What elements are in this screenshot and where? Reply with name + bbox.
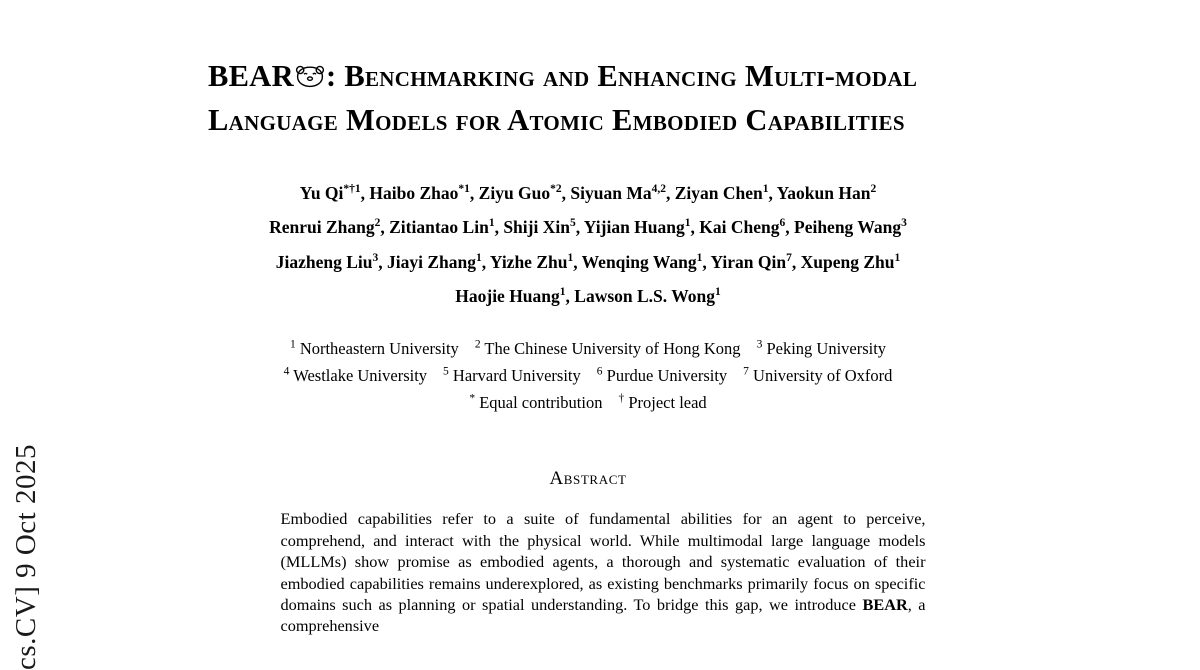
affiliation-row xyxy=(208,333,968,360)
affiliation-list xyxy=(208,333,968,414)
affiliation-item: $^1$ Northeastern University xyxy=(289,338,459,358)
affiliation-item: $^7$ University of Oxford xyxy=(743,365,893,385)
author-line: Haojie Huang$^1$, Lawson L.S. Wong$^1$ xyxy=(455,285,721,306)
author-line: Jiazheng Liu$^3$, Jiayi Zhang$^1$, Yizhe Zhu$^1$, Wenqing Wang$^1$, Yiran Qin$^7$, Xupeng Zhu$^1$ xyxy=(275,251,901,272)
affiliation-item: $^6$ Purdue University xyxy=(596,365,728,385)
footnote-item: * Equal contribution xyxy=(469,392,603,412)
affiliation-row xyxy=(208,360,968,387)
abstract-body xyxy=(281,508,926,636)
bear-face-icon xyxy=(295,60,325,100)
author-line: Renrui Zhang$^2$, Zitiantao Lin$^1$, Shiji Xin$^5$, Yijian Huang$^1$, Kai Cheng$^6$, Peiheng Wang$^3$ xyxy=(269,217,907,238)
author-list xyxy=(208,174,968,311)
footnote-row xyxy=(208,387,968,414)
title-bear-word: BEAR xyxy=(208,59,294,93)
affiliation-item: $^5$ Harvard University xyxy=(443,365,581,385)
footnote-item: † Project lead xyxy=(618,392,707,412)
author-line: Yu Qi$^{*\dagger 1}$, Haibo Zhao$^{*1}$, Ziyu Guo$^{*2}$, Siyuan Ma$^{4,2}$, Ziyan Chen$^1$, Yaokun Han$^2$ xyxy=(299,182,877,203)
paper-page xyxy=(208,0,998,648)
abstract-bold-term: BEAR xyxy=(862,594,908,614)
affiliation-item: $^3$ Peking University xyxy=(756,338,887,358)
abstract-text-2: , a comprehensive xyxy=(280,594,926,636)
title-rest: : Benchmarking and Enhancing Multi-modal Language Models for Atomic Embodied Capabilities xyxy=(208,59,918,137)
affiliation-item: $^4$ Westlake University xyxy=(283,365,428,385)
abstract-text-1: Embodied capabilities refer to a suite of fundamental abilities for an agent to perceive, comprehend, and interact with the physical world. While multimodal large language models (MLLMs) show promise as embodied agents, a thorough and systematic evaluation of their embodied capabilities remains underexplored, as existing benchmarks primarily focus on specific domains such as planning or spatial understanding. To bridge this gap, we introduce xyxy=(280,509,926,614)
abstract-heading: Abstract xyxy=(549,468,627,490)
affiliation-item: $^2$ The Chinese University of Hong Kong xyxy=(474,338,741,358)
page-title xyxy=(208,56,998,140)
arxiv-stamp: cs.CV] 9 Oct 2025 xyxy=(10,444,42,670)
